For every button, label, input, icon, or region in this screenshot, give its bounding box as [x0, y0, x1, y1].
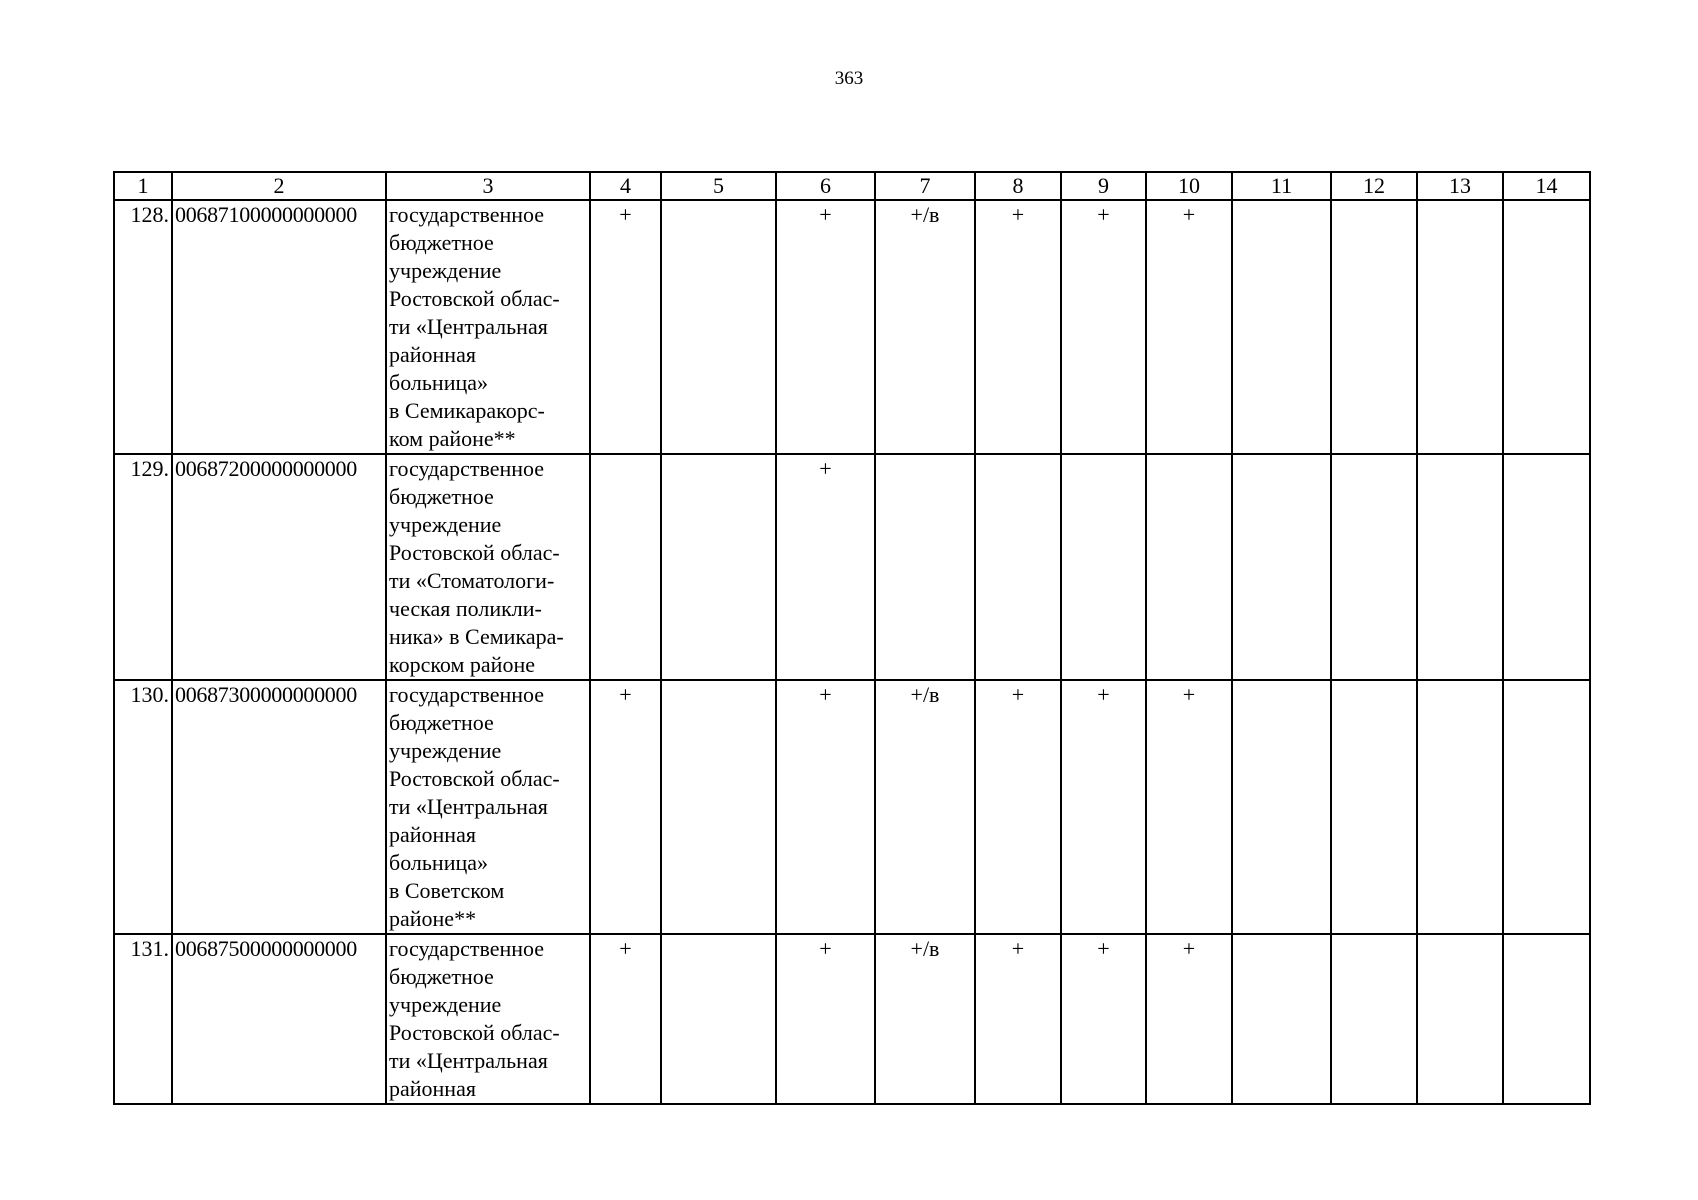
organization-code: 00687100000000000 — [172, 200, 386, 454]
organization-name-line: ком районе** — [389, 426, 516, 451]
mark-cell: + — [1146, 680, 1232, 934]
organization-name-line: районная — [389, 342, 476, 367]
organization-name-line: в Советском — [389, 878, 505, 903]
header-row — [114, 172, 1590, 200]
mark-cell — [1232, 934, 1331, 1104]
organization-name-line: учреждение — [389, 992, 502, 1017]
organization-name-line: районная — [389, 1076, 476, 1101]
organization-name — [386, 454, 590, 680]
column-header: 12 — [1331, 172, 1417, 200]
table-row — [114, 934, 1590, 1104]
mark-cell — [661, 680, 776, 934]
column-header: 7 — [875, 172, 975, 200]
organization-name-line: ческая поликли- — [389, 596, 542, 621]
mark-cell — [1331, 680, 1417, 934]
table-row — [114, 680, 1590, 934]
mark-cell: + — [776, 454, 875, 680]
organization-name-line: учреждение — [389, 258, 502, 283]
organization-name-line: государственное — [389, 202, 545, 227]
organization-name-line: районе** — [389, 906, 477, 931]
mark-cell: + — [590, 934, 661, 1104]
mark-cell — [1331, 934, 1417, 1104]
table-row — [114, 200, 1590, 454]
mark-cell: + — [1061, 934, 1146, 1104]
mark-cell — [1417, 454, 1503, 680]
mark-cell — [1417, 934, 1503, 1104]
organization-name-line: больница» — [389, 370, 488, 395]
organization-name-line: учреждение — [389, 738, 502, 763]
mark-cell: + — [590, 680, 661, 934]
organization-name-line: учреждение — [389, 512, 502, 537]
organization-name-line: ти «Центральная — [389, 314, 548, 339]
table-row — [114, 454, 1590, 680]
mark-cell — [975, 454, 1061, 680]
organization-name-line: бюджетное — [389, 230, 494, 255]
organization-name-line: ти «Стоматологи- — [389, 568, 555, 593]
organization-name-line: Ростовской облас- — [389, 766, 560, 791]
mark-cell: +/в — [875, 200, 975, 454]
mark-cell: + — [1061, 680, 1146, 934]
row-number: 128. — [114, 200, 172, 454]
mark-cell: + — [776, 934, 875, 1104]
mark-cell: +/в — [875, 680, 975, 934]
organization-name-line: государственное — [389, 936, 545, 961]
mark-cell — [1232, 454, 1331, 680]
mark-cell — [661, 934, 776, 1104]
organization-code: 00687200000000000 — [172, 454, 386, 680]
data-table — [113, 171, 1591, 1105]
page-number: 363 — [834, 68, 864, 89]
organization-name-line: больница» — [389, 850, 488, 875]
mark-cell: + — [975, 680, 1061, 934]
organization-name-line: ти «Центральная — [389, 1048, 548, 1073]
organization-name — [386, 934, 590, 1104]
column-header: 2 — [172, 172, 386, 200]
mark-cell: +/в — [875, 934, 975, 1104]
row-number: 129. — [114, 454, 172, 680]
mark-cell: + — [590, 200, 661, 454]
column-header: 11 — [1232, 172, 1331, 200]
mark-cell — [1061, 454, 1146, 680]
organization-name-line: корском районе — [389, 652, 535, 677]
mark-cell — [1417, 200, 1503, 454]
organization-code: 00687300000000000 — [172, 680, 386, 934]
column-header: 4 — [590, 172, 661, 200]
column-header: 1 — [114, 172, 172, 200]
organization-name-line: государственное — [389, 456, 545, 481]
organization-code: 00687500000000000 — [172, 934, 386, 1104]
organization-name — [386, 200, 590, 454]
mark-cell: + — [776, 200, 875, 454]
mark-cell — [1331, 454, 1417, 680]
column-header: 6 — [776, 172, 875, 200]
mark-cell — [661, 200, 776, 454]
organization-name-line: в Семикаракорс- — [389, 398, 545, 423]
column-header: 3 — [386, 172, 590, 200]
organization-name-line: Ростовской облас- — [389, 540, 560, 565]
mark-cell — [1146, 454, 1232, 680]
mark-cell: + — [975, 934, 1061, 1104]
mark-cell — [1503, 454, 1590, 680]
organization-name-line: Ростовской облас- — [389, 286, 560, 311]
mark-cell — [1331, 200, 1417, 454]
mark-cell — [1503, 200, 1590, 454]
mark-cell: + — [776, 680, 875, 934]
mark-cell — [1417, 680, 1503, 934]
organization-name-line: бюджетное — [389, 710, 494, 735]
column-header: 10 — [1146, 172, 1232, 200]
mark-cell: + — [1146, 934, 1232, 1104]
column-header: 5 — [661, 172, 776, 200]
mark-cell — [1503, 680, 1590, 934]
row-number: 131. — [114, 934, 172, 1104]
mark-cell — [1503, 934, 1590, 1104]
organization-name-line: Ростовской облас- — [389, 1020, 560, 1045]
organization-name-line: бюджетное — [389, 964, 494, 989]
organization-name-line: ти «Центральная — [389, 794, 548, 819]
mark-cell: + — [1146, 200, 1232, 454]
mark-cell — [1232, 680, 1331, 934]
mark-cell — [661, 454, 776, 680]
mark-cell — [875, 454, 975, 680]
organization-name-line: бюджетное — [389, 484, 494, 509]
organization-name-line: районная — [389, 822, 476, 847]
column-header: 8 — [975, 172, 1061, 200]
mark-cell: + — [1061, 200, 1146, 454]
row-number: 130. — [114, 680, 172, 934]
mark-cell: + — [975, 200, 1061, 454]
organization-name — [386, 680, 590, 934]
column-header: 14 — [1503, 172, 1590, 200]
organization-name-line: государственное — [389, 682, 545, 707]
organization-name-line: ника» в Семикара- — [389, 624, 564, 649]
mark-cell — [590, 454, 661, 680]
mark-cell — [1232, 200, 1331, 454]
column-header: 13 — [1417, 172, 1503, 200]
column-header: 9 — [1061, 172, 1146, 200]
